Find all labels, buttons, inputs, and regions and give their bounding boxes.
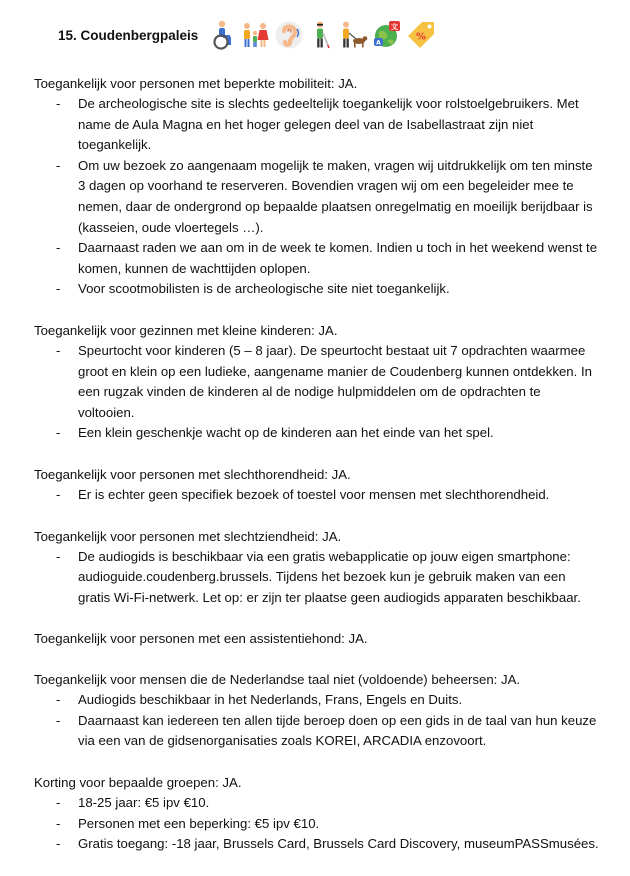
bullet-list <box>34 341 600 444</box>
section-heading: Korting voor bepaalde groepen: JA. <box>34 775 242 791</box>
guide-dog-icon <box>338 20 368 50</box>
section-heading: Toegankelijk voor mensen die de Nederlandse taal niet (voldoende) beheersen: JA. <box>34 672 521 688</box>
section-heading: Toegankelijk voor personen met beperkte mobiliteit: JA. <box>34 76 358 91</box>
list-item: - Gratis toegang: -18 jaar, Brussels Card, Brussels Card Discovery, museumPASSmusées. <box>34 834 600 855</box>
bullet-list <box>34 690 600 752</box>
section-heading: Toegankelijk voor personen met slechtziendheid: JA. <box>34 528 342 544</box>
document-body <box>34 74 600 876</box>
list-item: - Om uw bezoek zo aangenaam mogelijk te maken, vragen wij uitdrukkelijk om ten minste 3 dagen op voorhand te reserveren. Bovendien vragen wij om een begeleider mee te nemen, daar de ondergrond op bepaalde plaatsen onregelmatig en moeilijk berijdbaar is (kasseien, oude vloertegels …). <box>34 156 600 238</box>
svg-text:%: % <box>416 31 427 43</box>
page-title: 15. Coudenbergpaleis <box>58 27 199 43</box>
list-item: - Speurtocht voor kinderen (5 – 8 jaar). De speurtocht bestaat uit 7 opdrachten waarmee groot en klein op een ludieke, aangename manier de Coudenberg kunnen ontdekken. In een rugzak vinden de kinderen al de nodige hulpmiddelen om de opdrachten te voltooien. <box>34 341 600 423</box>
section-heading: Toegankelijk voor personen met een assistentiehond: JA. <box>34 631 368 647</box>
section-heading: Toegankelijk voor gezinnen met kleine kinderen: JA. <box>34 322 338 338</box>
wheelchair-icon <box>210 20 236 50</box>
bullet-list <box>34 485 600 506</box>
list-item: - Daarnaast kan iedereen ten allen tijde beroep doen op een gids in de taal van hun keuze via een van de gidsenorganisaties zoals KOREI, ARCADIA enzovoort. <box>34 711 600 752</box>
list-item: - Daarnaast raden we aan om in de week te komen. Indien u toch in het weekend wenst te komen, kunnen de wachttijden oplopen. <box>34 238 600 279</box>
section-heading: Toegankelijk voor personen met slechthorendheid: JA. <box>34 466 351 482</box>
list-item: - Audiogids beschikbaar in het Nederlands, Frans, Engels en Duits. <box>34 690 600 711</box>
section <box>34 74 600 300</box>
translation-globe-icon <box>372 20 402 50</box>
blind-person-icon <box>308 20 334 50</box>
section <box>34 465 600 506</box>
accessibility-icons <box>210 20 436 50</box>
bullet-list <box>34 94 600 300</box>
section <box>34 670 600 752</box>
list-item: - 18-25 jaar: €5 ipv €10. <box>34 793 600 814</box>
svg-text:文: 文 <box>391 23 399 31</box>
list-item: - Er is echter geen specifiek bezoek of toestel voor mensen met slechthorendheid. <box>34 485 600 506</box>
bullet-list <box>34 547 600 609</box>
section <box>34 773 600 855</box>
page-header <box>58 18 436 52</box>
section <box>34 527 600 609</box>
section <box>34 321 600 444</box>
list-item: - De archeologische site is slechts gedeeltelijk toegankelijk voor rolstoelgebruikers. Met name de Aula Magna en het hoger gelegen deel van de Isabellastraat zijn niet toegankelijk. <box>34 94 600 156</box>
list-item: - Personen met een beperking: €5 ipv €10. <box>34 814 600 835</box>
discount-tag-icon <box>406 20 436 50</box>
list-item: - De audiogids is beschikbaar via een gratis webapplicatie op jouw eigen smartphone: audioguide.coudenberg.brussels. Tijdens het bezoek kun je gebruik maken van een gratis Wi-Fi-netwerk. Let op: er zijn ter plaatse geen audiogids apparaten beschikbaar. <box>34 547 600 609</box>
list-item: - Een klein geschenkje wacht op de kinderen aan het einde van het spel. <box>34 423 600 444</box>
ear-icon <box>274 20 304 50</box>
list-item: - Voor scootmobilisten is de archeologische site niet toegankelijk. <box>34 279 600 300</box>
section <box>34 629 600 649</box>
svg-text:A: A <box>376 39 382 47</box>
family-icon <box>240 20 270 50</box>
bullet-list <box>34 793 600 855</box>
